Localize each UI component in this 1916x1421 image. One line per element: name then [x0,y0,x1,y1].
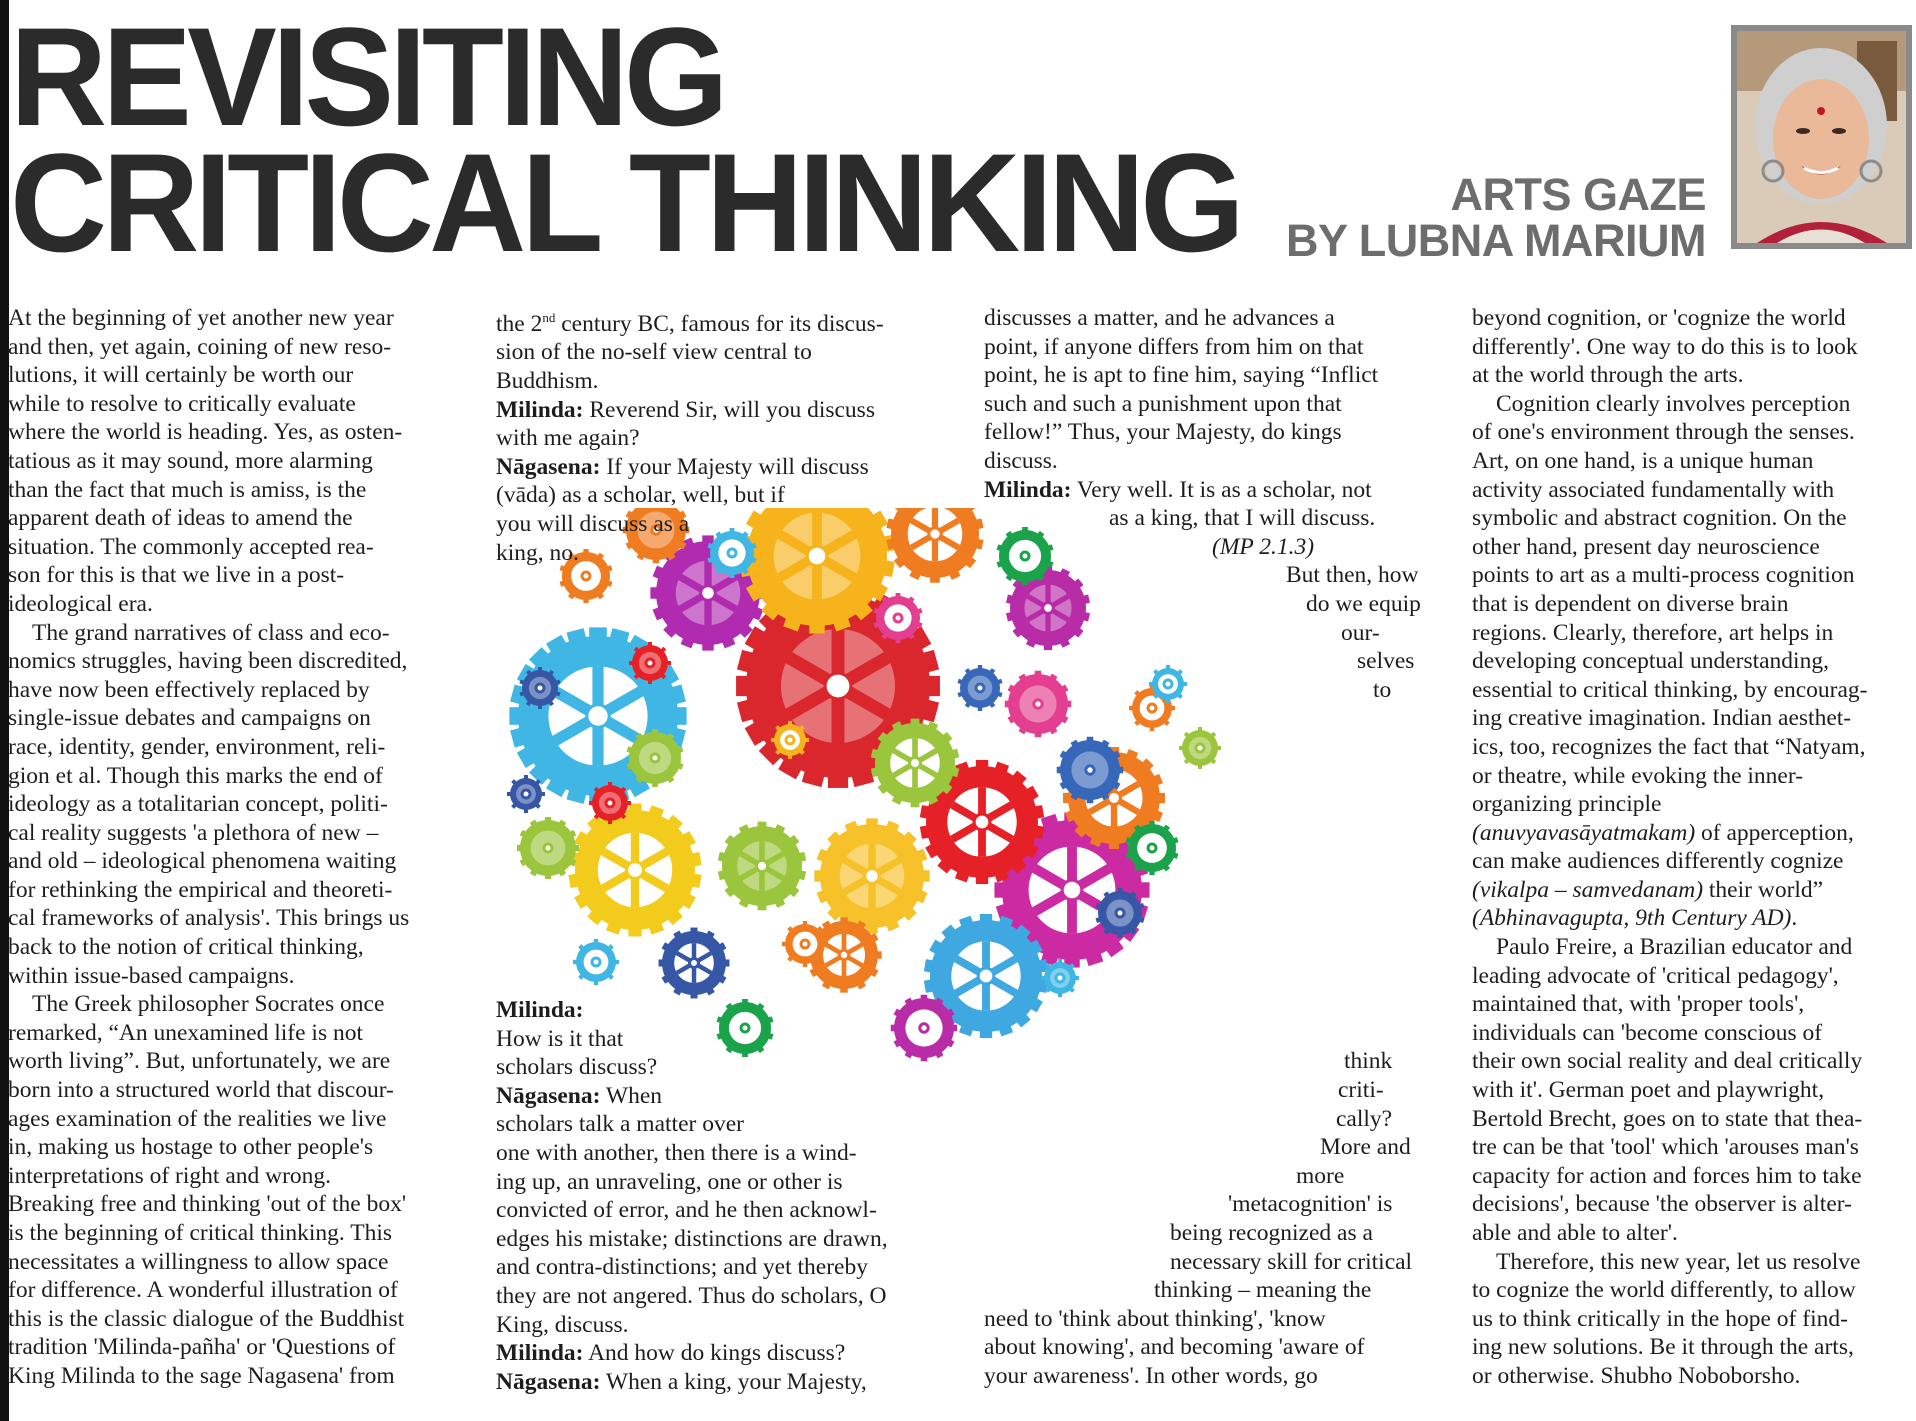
text-line: gion et al. Though this marks the end of [8,762,383,789]
text-line: capacity for action and forces him to take [1472,1162,1862,1189]
col3-line: about knowing', and becoming 'aware of [984,1334,1365,1361]
text-line: than the fact that much is amiss, is the [8,476,367,503]
speaker-label: Nāgasena: [496,1082,601,1109]
text-line: ideological era. [8,590,153,617]
dialogue-line: they are not angered. Thus do scholars, O [496,1283,887,1310]
text-line: ics, too, recognizes the fact that “Natyam, [1472,733,1866,760]
dialogue-line: (vāda) as a scholar, well, but if [496,482,785,509]
col2-line: the 2nd century BC, famous for its discus- [496,310,884,337]
col4-line: (anuvyavasāyatmakam) of apperception, [1472,819,1854,846]
text-line: other hand, present day neuroscience [1472,533,1820,560]
column-1-body [8,304,458,1391]
headline-line-1: REVISITING [10,0,724,155]
col3-line: your awareness'. In other words, go [984,1362,1318,1389]
text-line: tradition 'Milinda-pañha' or 'Questions of [8,1334,396,1361]
text-line: necessitates a willingness to allow space [8,1248,389,1275]
dialogue-line: one with another, then there is a wind- [496,1140,857,1167]
wrap-line: to [1373,676,1392,703]
text-line: leading advocate of 'critical pedagogy', [1472,962,1839,989]
text-line: Art, on one hand, is a unique human [1472,447,1814,474]
article-column-1 [8,304,458,1391]
speaker-label: Milinda: [496,1340,584,1367]
text-line: activity associated fundamentally with [1472,476,1835,503]
text-line: born into a structured world that discour- [8,1077,394,1104]
col3-line: discusses a matter, and he advances a [984,305,1335,331]
text-line: Breaking free and thinking 'out of the box' [8,1191,407,1218]
column-4-body-bottom [1472,933,1912,1391]
text-line: or otherwise. Shubho Noboborsho. [1472,1362,1801,1389]
text-line: for difference. A wonderful illustration of [8,1277,398,1304]
text-line: situation. The commonly accepted rea- [8,533,374,560]
text-line: beyond cognition, or 'cognize the world [1472,305,1846,331]
wrap-line: think [1344,1048,1393,1075]
dialogue-line: and contra-distinctions; and yet thereby [496,1254,868,1281]
dialogue-line: Nāgasena: When a king, your Majesty, [496,1368,867,1395]
column-4-body-top [1472,304,1912,819]
text-line: that is dependent on diverse brain [1472,590,1789,617]
wrap-line: More and [1320,1134,1411,1161]
dialogue-line: convicted of error, and he then acknowl- [496,1197,877,1224]
text-line: where the world is heading. Yes, as osten- [8,419,403,446]
wrap-line: 'metacognition' is [1228,1191,1393,1218]
text-line: nomics struggles, having been discredited, [8,648,408,675]
byline-block [1286,169,1706,266]
text-line: interpretations of right and wrong. [8,1162,332,1189]
col2-line: Buddhism. [496,368,599,395]
text-line: Paulo Freire, a Brazilian educator and [1496,934,1853,961]
text-line: differently'. One way to do this is to look [1472,333,1858,360]
wrap-line: more [1296,1162,1345,1189]
author-byline: BY LUBNA MARIUM [1286,215,1706,266]
text-line: The grand narratives of class and eco- [32,619,390,646]
article-column-3 [984,304,1434,1391]
wrap-line: selves [1357,648,1415,675]
wrap-line: thinking – meaning the [1154,1277,1372,1304]
text-line: developing conceptual understanding, [1472,648,1829,675]
author-portrait [1731,25,1912,249]
col4-line: can make audiences differently cognize [1472,848,1844,875]
article-column-2 [496,304,946,1396]
dialogue-line: Nāgasena: When [496,1082,663,1109]
speaker-label: Nāgasena: [496,1368,601,1395]
col3-line: point, if anyone differs from him on that [984,333,1364,360]
article-headline [10,0,1240,281]
column-name: ARTS GAZE [1450,169,1706,220]
wrap-line: our- [1341,619,1380,646]
text-line: symbolic and abstract cognition. On the [1472,505,1847,532]
text-line: is the beginning of critical thinking. This [8,1220,392,1246]
wrap-line: criti- [1338,1077,1384,1104]
col4-line: (vikalpa – samvedanam) their world” [1472,876,1824,903]
dialogue-line: Milinda: Very well. It is as a scholar, not [984,476,1372,503]
dialogue-line: you will discuss as a [496,510,690,537]
text-line: points to art as a multi-process cognition [1472,562,1855,589]
text-line: ages examination of the realities we live [8,1105,387,1132]
dialogue-line: Milinda: And how do kings discuss? [496,1340,846,1367]
text-line: within issue-based campaigns. [8,962,295,989]
wrap-line: being recognized as a [1170,1220,1373,1246]
text-line: cal frameworks of analysis'. This brings us [8,905,410,932]
citation: (MP 2.1.3) [1212,533,1315,560]
dialogue-line: ing up, an unraveling, one or other is [496,1168,843,1195]
text-line: Cognition clearly involves perception [1496,390,1851,417]
dialogue-line: with me again? [496,425,640,452]
col3-line: need to 'think about thinking', 'know [984,1305,1326,1332]
text-line: race, identity, gender, environment, reli- [8,733,386,760]
text-line: remarked, “An unexamined life is not [8,1019,363,1046]
text-line: us to think critically in the hope of find- [1472,1305,1848,1332]
text-line: apparent death of ideas to amend the [8,505,353,532]
text-line: decisions', because 'the observer is alter- [1472,1191,1852,1218]
text-line: back to the notion of critical thinking, [8,934,364,961]
text-line: while to resolve to critically evaluate [8,390,356,417]
text-line: individuals can 'become conscious of [1472,1019,1823,1046]
text-line: tre can be that 'tool' which 'arouses man's [1472,1134,1859,1161]
text-line: son for this is that we live in a post- [8,562,345,589]
text-line: tatious as it may sound, more alarming [8,447,373,474]
text-line: able and able to alter'. [1472,1220,1678,1246]
col4-line: (Abhinavagupta, 9th Century AD). [1472,905,1798,932]
text-line: with it'. German poet and playwright, [1472,1077,1825,1104]
dialogue-line: Milinda: Reverend Sir, will you discuss [496,396,875,423]
text-line: their own social reality and deal critically [1472,1048,1863,1075]
col3-line: fellow!” Thus, your Majesty, do kings [984,419,1342,446]
col3-line: point, he is apt to fine him, saying “Inflict [984,362,1379,389]
text-line: and then, yet again, coining of new reso- [8,333,392,360]
dialogue-line: How is it that [496,1025,624,1052]
text-line: worth living”. But, unfortunately, we are [8,1048,391,1075]
text-line: Bertold Brecht, goes on to state that thea- [1472,1105,1863,1132]
speaker-label: Nāgasena: [496,453,601,480]
text-line: and old – ideological phenomena waiting [8,848,397,875]
text-line: to cognize the world differently, to allow [1472,1277,1856,1304]
text-line: Therefore, this new year, let us resolve [1496,1248,1861,1275]
text-line: ideology as a totalitarian concept, politi- [8,791,388,818]
col2-line: sion of the no-self view central to [496,339,812,366]
col3-line: discuss. [984,447,1058,474]
wrap-line: But then, how [1286,562,1419,589]
headline-line-2: CRITICAL THINKING [10,124,1240,281]
dialogue-line: King, discuss. [496,1311,629,1338]
text-line: organizing principle [1472,791,1662,818]
col3-line: such and such a punishment upon that [984,390,1342,417]
article-column-4 [1472,304,1912,1391]
text-line: essential to critical thinking, by encourag- [1472,676,1868,703]
text-line: cal reality suggests 'a plethora of new – [8,819,379,846]
text-line: single-issue debates and campaigns on [8,705,371,732]
dialogue-line: scholars discuss? [496,1054,658,1081]
text-line: lutions, it will certainly be worth our [8,362,354,389]
text-line: at the world through the arts. [1472,362,1744,389]
text-line: in, making us hostage to other people's [8,1134,374,1161]
text-line: King Milinda to the sage Nagasena' from [8,1362,395,1389]
text-line: maintained that, with 'proper tools', [1472,991,1805,1018]
speaker-label: Milinda: [984,476,1072,503]
dialogue-line: Nāgasena: If your Majesty will discuss [496,453,869,480]
text-line: At the beginning of yet another new year [8,305,394,331]
wrap-line: necessary skill for critical [1170,1248,1413,1275]
text-line: regions. Clearly, therefore, art helps in [1472,619,1834,646]
text-line: The Greek philosopher Socrates once [32,991,385,1018]
text-line: have now been effectively replaced by [8,676,370,703]
author-portrait-image [1737,31,1906,243]
dialogue-line: scholars talk a matter over [496,1111,744,1138]
dialogue-line: king, no. [496,539,579,566]
text-line: this is the classic dialogue of the Buddhist [8,1305,405,1332]
text-line: ing creative imagination. Indian aesthet- [1472,705,1852,732]
text-line: or theatre, while evoking the inner- [1472,762,1804,789]
dialogue-line [496,996,946,1025]
text-line: for rethinking the empirical and theoreti- [8,876,393,903]
wrap-line: do we equip [1306,590,1421,617]
speaker-label: Milinda: [496,396,584,423]
dialogue-line: edges his mistake; distinctions are drawn, [496,1225,888,1252]
text-line: of one's environment through the senses. [1472,419,1855,446]
speaker-label: Milinda: [496,997,584,1024]
wrap-line: cally? [1336,1105,1393,1132]
col3-line: as a king, that I will discuss. [1109,505,1376,532]
text-line: ing new solutions. Be it through the arts, [1472,1334,1854,1361]
